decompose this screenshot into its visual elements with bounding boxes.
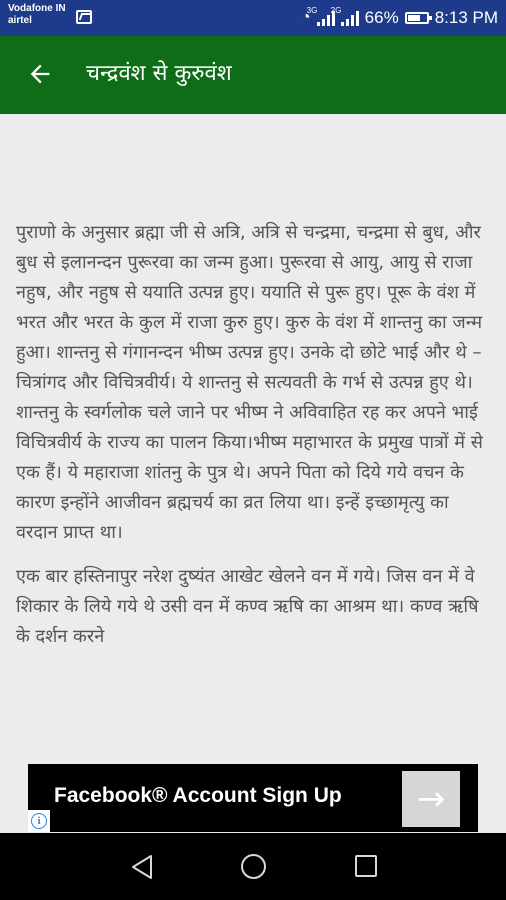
- page-title: चन्द्रवंश से कुरुवंश: [86, 61, 232, 86]
- paragraph-1: पुराणो के अनुसार ब्रह्मा जी से अत्रि, अत्रि से चन्द्रमा, चन्द्रमा से बुध, और बुध से इलानन्दन पुरूरवा का जन्म हुआ। पुरूरवा से आयु, आयु से राजा नहुष, और नहुष से ययाति उत्पन्न हुए। ययाति से पुरू हुए। पूरू के वंश में भरत और भरत के कुल में राजा कुरु हुए। कुरु के वंश में शान्तनु का जन्म हुआ। शान्तनु से गंगानन्दन भीष्म उत्पन्न हुए। उनके दो छोटे भाई और थे – चित्रांगद और विचित्रवीर्य। ये शान्तनु से सत्यवती के गर्भ से उत्पन्न हुए थे। शान्तनु के स्वर्गलोक चले जाने पर भीष्म ने अविवाहित रह कर अपने भाई विचित्रवीर्य के राज्य का पालन किया।भीष्म महाभारत के प्रमुख पात्रों में से एक हैं। ये महाराजा शांतनु के पुत्र थे। अपने पिता को दिये गये वचन के कारण इन्होंने आजीवन ब्रह्मचर्य का व्रत लिया था। इन्हें इच्छामृत्यु का वरदान प्राप्त था।: [16, 222, 483, 543]
- signal-icon-2: [330, 6, 359, 26]
- app-bar: [0, 36, 506, 114]
- ad-text[interactable]: Facebook® Account Sign Up: [54, 784, 342, 807]
- gallery-notification-icon: [76, 10, 92, 24]
- back-triangle-icon[interactable]: [130, 854, 154, 880]
- ad-info-icon[interactable]: [28, 810, 50, 832]
- clock: 8:13 PM: [434, 8, 498, 27]
- wifi-icon: ◔: [300, 9, 311, 26]
- navigation-bar: [0, 833, 506, 900]
- status-indicators: [301, 0, 498, 36]
- signal-tag-2: 2G: [330, 6, 342, 15]
- home-circle-icon[interactable]: [241, 854, 266, 879]
- ad-banner[interactable]: [28, 764, 478, 832]
- recents-square-icon[interactable]: [355, 855, 377, 877]
- ad-arrow-button[interactable]: →: [402, 771, 460, 827]
- battery-icon: [405, 12, 429, 24]
- paragraph-2: एक बार हस्तिनापुर नरेश दुष्यंत आखेट खेलने वन में गये। जिस वन में वे शिकार के लिये गये थे उसी वन में कण्व ऋषि का आश्रम था। कण्व ऋषि के दर्शन करने: [16, 566, 479, 647]
- battery-percent: 66%: [364, 8, 399, 27]
- back-arrow-icon[interactable]: [26, 60, 54, 88]
- carrier-line-2: airtel: [8, 15, 32, 26]
- article-content: [16, 218, 494, 666]
- signal-tag-1: 3G: [306, 6, 318, 15]
- status-bar: [0, 0, 506, 36]
- carrier-info: [8, 3, 66, 27]
- carrier-line-1: Vodafone IN: [8, 3, 66, 14]
- ad-info-glyph: i: [31, 813, 47, 829]
